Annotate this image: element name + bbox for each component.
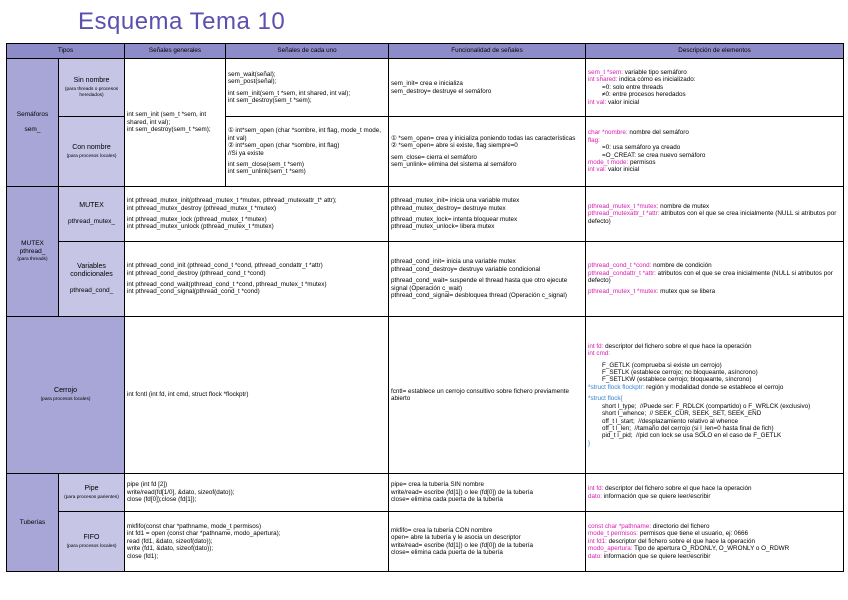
desc-line (588, 384, 841, 391)
text-line: pthread_cond_signal= desbloquea thread (Operación c_signal) (391, 292, 567, 300)
text-line: write (fd1, &dato, sizeof(dato)); (127, 545, 214, 553)
desc-lines (588, 129, 841, 174)
cell-sem-sin-desc (586, 59, 844, 117)
text-line: int pthread_mutex_lock (pthread_mutex_t *mutex) (127, 216, 267, 223)
cell-mutex-generales (125, 187, 389, 242)
desc-value: =0: solo entre threads (588, 83, 664, 91)
text-line: write/read(fd[1/0], &dato, sizeof(dato)); (127, 488, 235, 496)
text-line: int sem_close(sem_t *sem) (228, 160, 304, 168)
page-title: Esquema Tema 10 (78, 8, 286, 35)
code-lines (127, 523, 386, 560)
header-tipos: Tipos (7, 44, 125, 59)
desc-value: descriptor del fichero sobre el que hace la operación (603, 342, 752, 350)
desc-key: pthread_mutex_t *mutex: (588, 202, 659, 210)
text-line: int pthread_cond_init (pthread_cond_t *cond, pthread_condattr_t *attr) (127, 262, 323, 270)
row-pipe (7, 474, 844, 512)
text-line: pthread_cond_init= inicia una variable mutex (391, 258, 516, 266)
desc-key: pthread_mutex_t *mutex: (588, 288, 659, 296)
category-cerrojo (7, 317, 125, 474)
desc-value: F_SETLK (establece cerrojo; no bloqueante, asíncrono) (588, 369, 758, 377)
subcategory-label: MUTEX (79, 202, 104, 210)
category-label: Tuberías (19, 518, 46, 526)
code-lines (228, 127, 386, 176)
code-lines (391, 80, 583, 95)
text-line: int sem_destroy(sem_t *sem); (127, 126, 211, 134)
desc-line (588, 84, 841, 91)
cell-fifo-func (389, 512, 586, 572)
cell-sem-sin-cada (226, 59, 389, 117)
category-label: Cerrojo (54, 387, 77, 395)
desc-line (588, 418, 841, 425)
text-line: close (fd1); (127, 552, 159, 560)
text-line: int pthread_mutex_unlock (pthread_mutex_t *mutex) (127, 223, 274, 231)
desc-value: =0: usa semáforo ya creado (588, 144, 681, 152)
text-line: pthread_mutex_lock= intenta bloquear mutex (391, 216, 518, 223)
desc-line (588, 493, 841, 500)
text-line: int pthread_mutex_destroy (pthread_mutex_t *mutex) (127, 204, 277, 212)
desc-line (588, 288, 841, 295)
desc-key: int val: (588, 166, 607, 174)
desc-line (588, 350, 841, 357)
cell-sem-con-desc (586, 117, 844, 187)
subcategory-label: FIFO (83, 533, 100, 541)
desc-lines (588, 262, 841, 296)
code-text: int fcntl (int fd, int cmd, struct flock *flockptr) (127, 391, 249, 399)
desc-value: descriptor del fichero sobre el que hace la operación (603, 485, 752, 493)
subcategory-label: Con nombre (72, 143, 111, 151)
category-note: (para procesos locales) (40, 397, 91, 403)
desc-value: directorio del fichero (651, 522, 710, 530)
desc-value: información que se quiere leer/escribir (602, 552, 711, 560)
desc-key: pthread_condattr_t *attr: (588, 269, 656, 277)
desc-key: dato: (588, 552, 603, 560)
text-line: pipe= crea la tubería SIN nombre (391, 481, 484, 489)
subcategory-label: Sin nombre (73, 76, 110, 84)
text-line: int pthread_cond_wait(pthread_cond_t *cond, pthread_mutex_t *mutex) (127, 281, 327, 288)
cell-cond-desc (586, 242, 844, 317)
desc-value: F_SETLKW (establece cerrojo; bloqueante, síncrono) (588, 376, 752, 384)
text-line: close (fd[0]);close (fd[1]); (127, 496, 197, 504)
desc-line (588, 403, 841, 410)
desc-key: modo_apertura: (588, 545, 633, 553)
text-line: sem_unlink= elimina del sistema al semáforo (391, 160, 517, 168)
desc-line (588, 425, 841, 432)
desc-line (588, 270, 841, 285)
desc-key: char *nombre: (588, 129, 628, 137)
desc-value: valor inicial (606, 166, 640, 174)
text-line: int sem_init (sem_t *sem, int shared, int val); (127, 111, 208, 126)
cell-sem-sin-func (389, 59, 586, 117)
desc-line (588, 545, 841, 552)
desc-line (588, 144, 841, 151)
text-line: open= abre la tubería y le asocia un descriptor (391, 534, 521, 542)
subcategory-prefix: pthread_cond_ (69, 287, 114, 295)
desc-key: } (588, 439, 591, 447)
desc-line (588, 76, 841, 83)
desc-value: descriptor del fichero sobre el que hace la operación (606, 537, 755, 545)
text-line: sem_destroy= destruye el semáforo (391, 87, 492, 95)
desc-key: dato: (588, 492, 603, 500)
code-lines (391, 527, 583, 557)
desc-line (588, 530, 841, 537)
cell-pipe-func (389, 474, 586, 512)
cell-mutex-desc (586, 187, 844, 242)
subcategory-label: Variables condicionales (70, 263, 113, 279)
text-line: ① int*sem_open (char *sombre, int flag, mode_t mode, int val) (228, 127, 383, 142)
desc-key: pthread_mutexattr_t *attr: (588, 210, 660, 218)
desc-line (588, 369, 841, 376)
code-lines (127, 197, 386, 231)
header-funcionalidad: Funcionalidad de señales (389, 44, 586, 59)
desc-value: off_t l_len; //tamaño del cerrojo (si l_len=0 hasta final de fich) (588, 424, 774, 432)
desc-line (588, 69, 841, 76)
code-lines (391, 481, 583, 503)
text-line: int sem_unlink(sem_t *sem) (228, 168, 306, 176)
text-line: sem_close= cierra el semáforo (391, 153, 477, 161)
subcategory-note: (para procesos parientes) (64, 494, 119, 500)
cell-pipe-desc (586, 474, 844, 512)
text-line: int pthread_cond_signal(pthread_cond_t *cond) (127, 288, 260, 296)
category-prefix: sem_ (24, 126, 41, 134)
text-line: pthread_mutex_unlock= libera mutex (391, 223, 495, 231)
text-line: sem_init= crea e inicializa (391, 80, 463, 88)
desc-key: pthread_cond_t *cond: (588, 262, 652, 270)
subcategory-mutex (59, 187, 125, 242)
desc-key: int fd: (588, 485, 604, 493)
subcategory-pipe (59, 474, 125, 512)
desc-line (588, 440, 841, 447)
code-lines (391, 135, 583, 169)
desc-line (588, 159, 841, 166)
subcategory-label: Pipe (84, 484, 99, 492)
desc-value: mutex que se libera (658, 288, 716, 296)
text-line: mkfifo= crea la tubería CON nombre (391, 526, 493, 534)
desc-lines (588, 203, 841, 225)
desc-value: permisos (628, 158, 656, 166)
desc-line (588, 362, 841, 369)
desc-key: int shared: (588, 76, 618, 84)
cell-sem-con-cada (226, 117, 389, 187)
desc-line (588, 432, 841, 439)
row-fifo (7, 512, 844, 572)
desc-key: int cmd: (588, 350, 611, 358)
desc-line (588, 410, 841, 417)
subcategory-con-nombre (59, 117, 125, 187)
desc-line (588, 210, 841, 225)
cell-cerrojo-generales (125, 317, 389, 474)
desc-lines (588, 523, 841, 560)
category-semaforos (7, 59, 59, 187)
desc-value: F_GETLK (comprueba si existe un cerrojo) (588, 361, 722, 369)
row-sem-sin-nombre (7, 59, 844, 117)
desc-key: flag: (588, 136, 600, 144)
desc-key: const char *pathname: (588, 522, 652, 530)
text-line: sem_post(señal); (228, 78, 277, 86)
category-note: (para threads) (17, 257, 48, 263)
desc-line (588, 376, 841, 383)
category-label: Semáforos (16, 111, 49, 119)
cell-cerrojo-desc (586, 317, 844, 474)
header-senales-cada-uno: Señales de cada uno (226, 44, 389, 59)
desc-value: atributos con el que se crea inicialmente (NULL si atributos por defecto) (588, 210, 839, 225)
subcategory-sin-nombre (59, 59, 125, 117)
category-mutex (7, 187, 59, 317)
cell-fifo-generales (125, 512, 389, 572)
desc-line (588, 262, 841, 269)
text-line: sem_wait(señal); (228, 70, 276, 78)
desc-value: variable tipo semáforo (623, 68, 687, 76)
cell-cond-func (389, 242, 586, 317)
desc-line (588, 203, 841, 210)
code-lines (127, 262, 386, 296)
scheme-table (6, 43, 844, 572)
category-tuberias (7, 474, 59, 572)
header-descripcion: Descripción de elementos (586, 44, 844, 59)
text-line: ① *sem_open= crea y inicializa poniendo todas las características (391, 134, 576, 142)
code-lines (127, 111, 223, 133)
desc-key: int fd: (588, 342, 604, 350)
cell-cond-generales (125, 242, 389, 317)
text-line: write/read= escribe (fd[1]) o lee (fd[0]) de la tubería (391, 541, 533, 549)
desc-lines (588, 485, 841, 500)
category-prefix: pthread_ (19, 247, 46, 255)
row-cerrojo (7, 317, 844, 474)
desc-value: nombre de condición (651, 262, 712, 270)
cell-sem-generales (125, 59, 226, 187)
text-line: pipe (int fd [2]) (127, 481, 168, 489)
desc-value: short l_whence; // SEEK_CUR, SEEK_SET, SEEK_END (588, 410, 762, 418)
category-label: MUTEX (21, 240, 44, 248)
text-line: pthread_mutex_destroy= destruye mutex (391, 204, 506, 212)
desc-lines (588, 69, 841, 106)
text-line: close= elimina cada puerta de la tubería (391, 548, 503, 556)
row-mutex (7, 187, 844, 242)
text-line: //Si ya existe (228, 149, 264, 157)
subcategory-prefix: pthread_mutex_ (68, 218, 115, 226)
desc-line (588, 343, 841, 350)
text-line: int sem_destroy(sem_t *sem); (228, 96, 312, 104)
desc-lines (588, 343, 841, 447)
desc-value: indica cómo es inicializado: (617, 76, 696, 84)
text-line: write/read= escribe (fd[1]) o lee (fd[0]) de la tubería (391, 488, 533, 496)
desc-key: mode_t mode: (588, 158, 629, 166)
row-cond (7, 242, 844, 317)
desc-value: atributos con el que se crea inicialmente (NULL si atributos por defecto) (588, 269, 835, 284)
subcategory-note: (para procesos locales) (66, 153, 117, 159)
desc-line (588, 91, 841, 98)
text-line: int pthread_cond_destroy (pthread_cond_t *cond) (127, 269, 266, 277)
code-lines (127, 481, 386, 503)
text-line: int fd1 = open (const char *pathname, modo_apertura); (127, 530, 281, 538)
text-line: pthread_cond_wait= suspende el thread hasta que otro ejecute signal (Operación c_wait) (391, 277, 570, 292)
desc-value: región y modalidad donde se establece el cerrojo (644, 383, 784, 391)
code-lines (228, 71, 386, 105)
desc-value: valor inicial (606, 98, 640, 106)
text-line: int pthread_mutex_init(pthread_mutex_t *mutex, pthread_mutexattr_t* attr); (127, 197, 337, 205)
cell-pipe-generales (125, 474, 389, 512)
desc-line (588, 166, 841, 173)
desc-value: nombre del semáforo (627, 129, 689, 137)
subcategory-fifo (59, 512, 125, 572)
desc-key: int val: (588, 98, 607, 106)
desc-value: ≠0: entre procesos heredados (588, 91, 686, 99)
text-line: pthread_mutex_init= inicia una variable mutex (391, 197, 520, 205)
desc-value: nombre de mutex (658, 202, 710, 210)
desc-key: sem_t *sem: (588, 68, 624, 76)
text-line: read (fd1, &dato, sizeof(dato)); (127, 537, 213, 545)
cell-sem-con-func (389, 117, 586, 187)
desc-value: off_t l_start; //desplazamiento relativo al whence (588, 417, 739, 425)
desc-value: permisos que tiene el usuario, ej: 0666 (638, 530, 748, 538)
desc-line (588, 538, 841, 545)
desc-value: short l_type; //Puede ser: F_RDLCK (compartido) o F_WRLCK (exclusivo) (588, 402, 811, 410)
desc-line (588, 523, 841, 530)
text-line: close= elimina cada puerta de la tubería (391, 496, 503, 504)
subcategory-note: (para procesos locales) (66, 543, 117, 549)
desc-line (588, 553, 841, 560)
desc-key: *struct flock flockptr: (588, 383, 645, 391)
desc-key: int fd1: (588, 537, 607, 545)
desc-line (588, 129, 841, 136)
subcategory-note: (para threads o procesos heredados) (64, 86, 119, 98)
text-line: mkfifo(const char *pathname, mode_t permisos) (127, 522, 262, 530)
code-text: fcntl= establece un cerrojo consultivo sobre fichero previamente abierto (391, 387, 569, 402)
desc-value: información que se quiere leer/escribir (602, 492, 711, 500)
cell-cerrojo-func (389, 317, 586, 474)
text-line: int sem_init(sem_t *sem, int shared, int val); (228, 89, 351, 97)
desc-key: mode_t permisos: (588, 530, 639, 538)
desc-line (588, 137, 841, 144)
desc-line (588, 485, 841, 492)
cell-mutex-func (389, 187, 586, 242)
desc-line (588, 395, 841, 402)
text-line: pthread_cond_destroy= destruye variable condicional (391, 265, 541, 273)
cell-fifo-desc (586, 512, 844, 572)
desc-key: *struct flock{ (588, 395, 623, 403)
code-lines (391, 258, 583, 299)
header-senales-generales: Señales generales (125, 44, 226, 59)
header-row (7, 44, 844, 59)
code-lines (391, 197, 583, 231)
desc-value: Tipo de apertura O_RDONLY, O_WRONLY o O_RDWR (632, 545, 790, 553)
desc-line (588, 152, 841, 159)
subcategory-cond (59, 242, 125, 317)
text-line: ② int*sem_open (char *sombre, int flag) (228, 142, 340, 150)
desc-value: pid_t l_pid; //pid con lock se usa SOLO en el caso de F_GETLK (588, 432, 782, 440)
desc-line (588, 99, 841, 106)
text-line: ② *sem_open= abre si existe, flag siempre=0 (391, 142, 518, 150)
desc-value: =O_CREAT: se crea nuevo semáforo (588, 151, 706, 159)
